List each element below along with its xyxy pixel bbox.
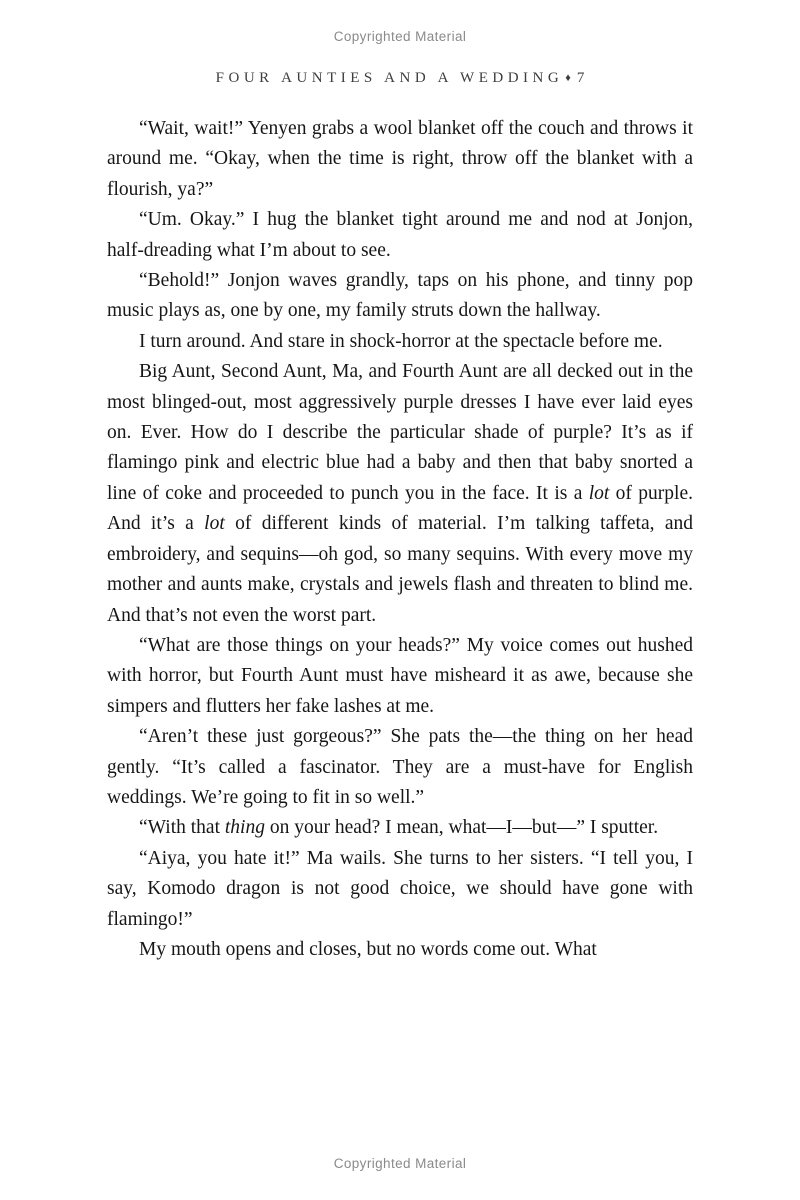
diamond-icon: ♦: [565, 72, 571, 84]
paragraph: “Wait, wait!” Yenyen grabs a wool blanket off the couch and throws it around me. “Okay, when the time is right, throw off the blanket with a flourish, ya?”: [107, 118, 693, 200]
paragraph: “What are those things on your heads?” My voice comes out hushed with horror, but Fourth Aunt must have misheard it as awe, because she simpers and flutters her fake lashes at me.: [107, 634, 693, 717]
body-text: [107, 114, 693, 965]
paragraph: My mouth opens and closes, but no words come out. What: [139, 938, 597, 960]
book-title: FOUR AUNTIES AND A WEDDING: [215, 70, 564, 86]
paragraph: “Behold!” Jonjon waves grandly, taps on his phone, and tinny pop music plays as, one by one, my family struts down the hallway.: [107, 270, 693, 322]
paragraph: I turn around. And stare in shock-horror at the spectacle before me.: [139, 330, 663, 352]
paragraph: “Aiya, you hate it!” Ma wails. She turns to her sisters. “I tell you, I say, Komodo dragon is not good choice, we should have gone with flamingo!”: [107, 847, 693, 930]
paragraph: Big Aunt, Second Aunt, Ma, and Fourth Aunt are all decked out in the most blinged-out, most aggressively purple dresses I have ever laid eyes on. Ever. How do I describe the particular shade of purple? It’s as if flamingo pink and electric blue had a baby and then that baby snorted a line of coke and proceeded to punch you in the face. It is a lot of purple. And it’s a lot of different kinds of material. I’m talking taffeta, and embroidery, and sequins—oh god, so many sequins. With every move my mother and aunts make, crystals and jewels flash and threaten to blind me. And that’s not even the worst part.: [107, 361, 693, 626]
paragraph: “Um. Okay.” I hug the blanket tight around me and nod at Jonjon, half-dreading what I’m about to see.: [107, 209, 693, 261]
paragraph: “Aren’t these just gorgeous?” She pats the—the thing on her head gently. “It’s called a fascinator. They are a must-have for English weddings. We’re going to fit in so well.”: [107, 726, 693, 808]
paragraph: “With that thing on your head? I mean, what—I—but—” I sputter.: [139, 817, 659, 839]
copyright-notice-top: Copyrighted Material: [333, 29, 467, 44]
copyright-notice-bottom: Copyrighted Material: [333, 1156, 467, 1171]
running-head: [0, 70, 800, 87]
page-number: 7: [576, 70, 585, 86]
